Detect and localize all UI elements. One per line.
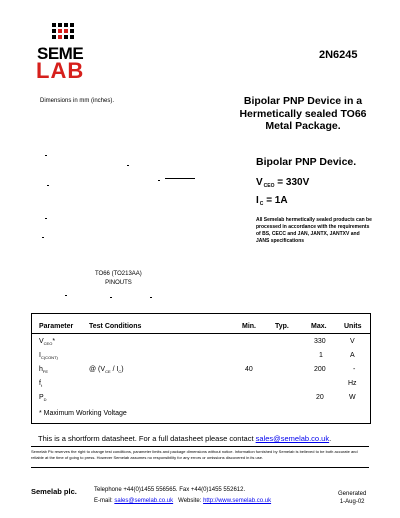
footnote-text: * Maximum Working Voltage bbox=[39, 410, 127, 417]
max-cell: 1 bbox=[319, 352, 323, 359]
website-link[interactable]: http://www.semelab.co.uk bbox=[203, 498, 272, 504]
ic-rating bbox=[256, 195, 288, 206]
param-sub: t bbox=[40, 383, 43, 388]
min-cell: 40 bbox=[245, 366, 253, 373]
title-line-3: Metal Package. bbox=[265, 120, 341, 132]
table-footnote bbox=[32, 410, 370, 424]
title-line-2: Hermetically sealed TO66 bbox=[239, 107, 367, 120]
pinouts-package: TO66 (TO213AA) bbox=[95, 271, 142, 277]
header-units: Units bbox=[344, 323, 362, 330]
sales-email-link[interactable]: sales@semelab.co.uk bbox=[255, 434, 330, 443]
title-line-1: Bipolar PNP Device in a bbox=[243, 95, 363, 107]
cond-start: @ (V bbox=[89, 366, 106, 373]
contact-telephone: Telephone +44(0)1455 556565. Fax +44(0)1455 552612. bbox=[94, 487, 246, 493]
header-max: Max. bbox=[311, 323, 327, 330]
header-typ: Typ. bbox=[275, 323, 289, 330]
units-cell: W bbox=[349, 394, 356, 401]
param-suffix: * bbox=[52, 338, 56, 345]
dimensions-note: Dimensions in mm (inches). bbox=[40, 98, 115, 104]
logo-text-seme: SEME bbox=[37, 44, 84, 63]
shortform-end: . bbox=[329, 434, 332, 443]
generated-date: 1-Aug-02 bbox=[339, 499, 365, 505]
header-parameter: Parameter bbox=[39, 323, 74, 330]
units-cell: V bbox=[350, 338, 355, 345]
table-row bbox=[32, 338, 370, 352]
max-cell: 330 bbox=[314, 338, 326, 345]
device-description-title bbox=[226, 95, 380, 133]
units-cell: A bbox=[350, 352, 355, 359]
param-symbol: h bbox=[39, 366, 43, 373]
param-sub: FE bbox=[42, 369, 49, 374]
shortform-text: This is a shortform datasheet. For a full datasheet please contact bbox=[38, 434, 256, 443]
company-name: Semelab plc. bbox=[31, 487, 77, 496]
table-row bbox=[32, 394, 370, 408]
param-sub: CEO bbox=[43, 341, 53, 346]
max-cell: 20 bbox=[316, 394, 324, 401]
vceo-label: V bbox=[256, 177, 263, 188]
pinouts-label bbox=[95, 270, 142, 288]
param-cell bbox=[39, 394, 47, 401]
vceo-value: = 330V bbox=[277, 177, 310, 188]
condition-cell bbox=[89, 366, 124, 373]
param-cell bbox=[39, 352, 58, 359]
ic-sub: C bbox=[259, 201, 264, 207]
param-symbol: f bbox=[39, 380, 41, 387]
cond-mid: / I bbox=[110, 366, 119, 373]
footer-email-link[interactable]: sales@semelab.co.uk bbox=[114, 498, 174, 504]
part-number: 2N6245 bbox=[319, 49, 358, 61]
param-symbol: P bbox=[39, 394, 44, 401]
param-cell bbox=[39, 338, 55, 345]
param-sub: D bbox=[43, 397, 47, 402]
max-cell: 200 bbox=[314, 366, 326, 373]
param-symbol: I bbox=[39, 352, 41, 359]
table-row bbox=[32, 366, 370, 380]
contact-links bbox=[94, 498, 271, 504]
vceo-sub: CEO bbox=[263, 183, 275, 189]
header-divider bbox=[32, 333, 370, 334]
website-label: Website: bbox=[178, 498, 204, 504]
electrical-characteristics-table bbox=[31, 313, 371, 424]
pinouts-title: PINOUTS bbox=[105, 280, 132, 286]
units-cell: Hz bbox=[348, 380, 357, 387]
param-cell bbox=[39, 366, 48, 373]
table-header-row bbox=[32, 323, 370, 337]
cond-end: ) bbox=[121, 366, 124, 373]
device-subtitle: Bipolar PNP Device. bbox=[256, 156, 357, 168]
cond-sub-ic: C bbox=[118, 369, 122, 374]
generated-stamp bbox=[338, 490, 366, 506]
shortform-notice bbox=[38, 434, 331, 443]
spec-fine-print: All Semelab hermetically sealed products can be processed in accordance with the requirements of BS, CECC and JAN, JANTX, JANTXV and JANS specifications bbox=[256, 217, 372, 244]
table-row bbox=[32, 380, 370, 394]
cond-sub-vce: CE bbox=[105, 369, 111, 374]
vceo-rating bbox=[256, 177, 309, 188]
header-min: Min. bbox=[242, 323, 256, 330]
header-test-conditions: Test Conditions bbox=[89, 323, 142, 330]
email-label: E-mail: bbox=[94, 498, 115, 504]
ic-value: = 1A bbox=[266, 195, 288, 206]
legal-disclaimer: Semelab Plc reserves the right to change test conditions, parameter limits and package dimensions without notice. Information furnished by Semelab is believed to be both accurate and reliable at the time of going to press. However Semelab assumes no responsibility for any errors or omissions discovered in its use. bbox=[31, 446, 369, 468]
ic-label: I bbox=[256, 195, 259, 206]
company-logo-mark bbox=[50, 23, 80, 43]
generated-label: Generated bbox=[338, 491, 367, 497]
units-cell: - bbox=[353, 366, 356, 373]
param-cell bbox=[39, 380, 42, 387]
table-row bbox=[32, 352, 370, 366]
param-sub: C(CONT) bbox=[40, 355, 58, 360]
logo-text-lab: LAB bbox=[36, 58, 85, 83]
param-symbol: V bbox=[39, 338, 44, 345]
